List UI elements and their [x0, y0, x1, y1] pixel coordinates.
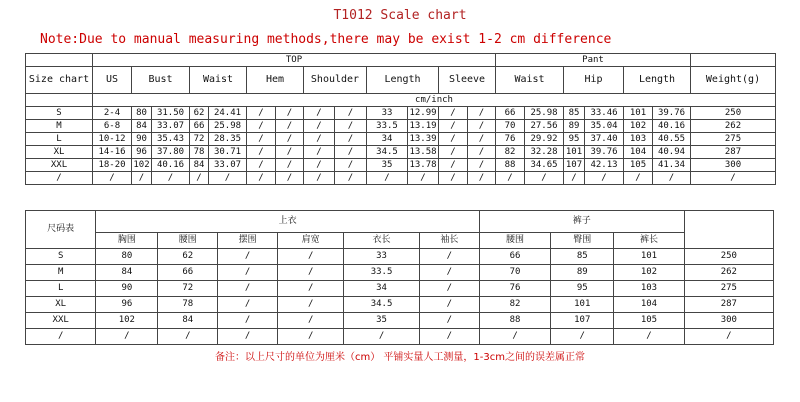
table-cell: / [585, 172, 624, 185]
table-cell: 78 [158, 297, 218, 313]
col-header-bust: Bust [132, 67, 190, 94]
table-cell: 107 [564, 159, 585, 172]
table-cell: / [276, 107, 304, 120]
table-cell: 90 [132, 133, 152, 146]
size-label-cell: / [26, 329, 96, 345]
table-cell: / [439, 133, 468, 146]
table-cell: 27.56 [525, 120, 564, 133]
col-header-waist: Waist [190, 67, 247, 94]
table-cell: 88 [496, 159, 525, 172]
table-cell: 41.34 [653, 159, 691, 172]
table-cell: 66 [479, 249, 550, 265]
table-cell: 34 [367, 133, 408, 146]
table-cell: / [278, 329, 344, 345]
table-cell: 89 [551, 265, 614, 281]
table-cell: / [278, 297, 344, 313]
table-cell: / [335, 172, 367, 185]
table-cell: / [468, 172, 496, 185]
table-cell: 89 [564, 120, 585, 133]
col-header-pant-length: Length [624, 67, 691, 94]
table-cell: 13.19 [409, 120, 437, 131]
table-cell: 82 [479, 297, 550, 313]
table-cell: / [276, 146, 304, 159]
chinese-size-rows [26, 249, 774, 345]
col-header-shoulder: Shoulder [304, 67, 367, 94]
table-cell: 13.39 [409, 133, 437, 144]
col-header-cn: 腰围 [158, 233, 218, 249]
cn-header-row [26, 233, 774, 249]
table-cell: 34 [344, 281, 420, 297]
table-cell: / [278, 313, 344, 329]
table-cell: / [96, 329, 158, 345]
table-cell: 6-8 [93, 120, 132, 133]
table-cell: / [439, 120, 468, 133]
table-cell: 72 [158, 281, 218, 297]
table-cell: 84 [158, 313, 218, 329]
top-section-label: TOP [93, 54, 496, 67]
size-label-cell: XL [26, 297, 96, 313]
top-section-label-cn: 上衣 [96, 211, 479, 233]
table-cell: 262 [684, 265, 773, 281]
table-cell: 39.76 [585, 146, 624, 159]
table-cell: / [276, 172, 304, 185]
col-header-cn: 袖长 [419, 233, 479, 249]
table-cell: 62 [158, 249, 218, 265]
size-label-cell: / [26, 172, 93, 185]
table-cell: / [419, 281, 479, 297]
table-cell: 70 [479, 265, 550, 281]
table-cell: 102 [624, 120, 653, 133]
table-cell: / [525, 172, 564, 185]
table-row [26, 107, 776, 120]
size-chart-header-cn: 尺码表 [26, 211, 96, 249]
size-label-cell: XXL [26, 313, 96, 329]
table-row [26, 146, 776, 159]
table-row [26, 159, 776, 172]
table-row [26, 297, 774, 313]
english-size-rows [26, 107, 776, 185]
table-cell: 34.65 [525, 159, 564, 172]
table-cell: 102 [133, 159, 150, 170]
table-cell: 37.40 [585, 133, 624, 146]
table-cell: / [335, 107, 367, 120]
table-cell: / [468, 133, 496, 146]
table-cell: / [551, 329, 614, 345]
table-cell: 84 [132, 120, 152, 133]
col-header-sleeve: Sleeve [439, 67, 496, 94]
table-cell: / [218, 313, 278, 329]
table-cell: / [190, 172, 209, 185]
chart-title: T1012 Scale chart [333, 8, 467, 23]
table-cell: / [419, 249, 479, 265]
table-cell: / [304, 146, 335, 159]
col-header-cn: 摆围 [218, 233, 278, 249]
table-cell: / [684, 329, 773, 345]
table-cell: 35.43 [152, 133, 190, 146]
table-cell: / [344, 329, 420, 345]
table-row [26, 281, 774, 297]
table-cell: 85 [551, 249, 614, 265]
table-cell: 39.76 [653, 107, 691, 120]
table-cell: / [278, 281, 344, 297]
table-cell: 33.07 [209, 159, 247, 172]
table-cell: 25.98 [209, 120, 247, 133]
table-cell: 287 [691, 146, 776, 159]
table-cell: 28.35 [209, 133, 247, 146]
table-cell: 80 [132, 107, 152, 120]
table-cell: 275 [691, 133, 776, 146]
table-cell: 40.16 [152, 159, 190, 172]
table-cell: / [218, 329, 278, 345]
table-cell: 96 [132, 146, 152, 159]
table-cell: 62 [190, 107, 209, 120]
table-cell: 102 [96, 313, 158, 329]
table-cell: 85 [564, 107, 585, 120]
table-cell: / [247, 172, 276, 185]
col-header-length: Length [367, 67, 439, 94]
col-header-cn: 臀围 [551, 233, 614, 249]
table-cell: 18-20 [93, 159, 132, 172]
chinese-size-table [25, 210, 774, 345]
col-header-cn: 裤长 [614, 233, 684, 249]
size-label-cell: L [26, 133, 93, 146]
table-cell: / [132, 172, 152, 185]
table-cell: 107 [551, 313, 614, 329]
table-cell: 76 [496, 133, 525, 146]
table-cell: 33.5 [367, 120, 408, 133]
table-cell: 104 [614, 297, 684, 313]
table-cell: 33.5 [344, 265, 420, 281]
pant-section-label-cn: 裤子 [479, 211, 684, 233]
table-cell: 72 [190, 133, 209, 146]
table-cell: 30.71 [209, 146, 247, 159]
table-cell: / [419, 265, 479, 281]
table-cell: / [218, 281, 278, 297]
table-cell: 103 [624, 133, 653, 146]
table-cell: 287 [684, 297, 773, 313]
table-cell: 35 [344, 313, 420, 329]
table-cell: 2-4 [93, 107, 132, 120]
pant-section-label: Pant [496, 54, 691, 67]
table-cell: 103 [614, 281, 684, 297]
table-cell: / [278, 249, 344, 265]
table-cell: / [439, 172, 468, 185]
size-chart-header: Size chart [26, 67, 93, 94]
table-cell: / [419, 297, 479, 313]
col-header-us: US [93, 67, 132, 94]
table-cell: / [247, 146, 276, 159]
table-cell: 96 [96, 297, 158, 313]
table-cell: 300 [691, 159, 776, 172]
table-cell: 32.28 [525, 146, 564, 159]
table-cell: 101 [551, 297, 614, 313]
table-cell: / [439, 146, 468, 159]
table-cell: 95 [551, 281, 614, 297]
table-cell: 84 [190, 159, 209, 172]
size-label-cell: M [26, 120, 93, 133]
table-cell: 104 [624, 146, 653, 159]
blank-cell [26, 94, 93, 107]
table-cell: 40.94 [653, 146, 691, 159]
table-row [26, 172, 776, 185]
size-label-cell: XL [26, 146, 93, 159]
table-cell: 101 [614, 249, 684, 265]
table-cell: 70 [496, 120, 525, 133]
table-cell: / [468, 107, 496, 120]
table-row [26, 265, 774, 281]
table-cell: / [247, 133, 276, 146]
table-cell: / [304, 159, 335, 172]
table-cell: / [304, 120, 335, 133]
table-cell: 12.99 [409, 107, 437, 118]
table-cell: / [304, 133, 335, 146]
blank-cell [691, 54, 776, 67]
table-cell: / [276, 159, 304, 172]
table-cell: / [304, 107, 335, 120]
table-row [26, 120, 776, 133]
table-cell: 35 [367, 159, 408, 172]
measurement-note: Note:Due to manual measuring methods,there may be exist 1-2 cm difference [40, 32, 612, 47]
table-cell: / [247, 120, 276, 133]
table-cell: 300 [684, 313, 773, 329]
table-cell: / [335, 159, 367, 172]
blank-cell [26, 54, 93, 67]
table-cell: 250 [691, 107, 776, 120]
table-cell: / [367, 172, 408, 185]
table-cell: 90 [96, 281, 158, 297]
col-header-pant-waist: Waist [496, 67, 564, 94]
table-cell: 10-12 [93, 133, 132, 146]
table-cell: 25.98 [525, 107, 564, 120]
table-cell: / [479, 329, 550, 345]
table-cell: 101 [624, 107, 653, 120]
table-cell: 40.16 [653, 120, 691, 133]
table-cell: 42.13 [585, 159, 624, 172]
size-label-cell: S [26, 107, 93, 120]
table-cell: / [408, 172, 439, 185]
table-cell: / [335, 146, 367, 159]
col-header-cn: 胸围 [96, 233, 158, 249]
table-cell: 13.58 [409, 146, 437, 157]
table-cell: / [278, 265, 344, 281]
table-cell: / [93, 172, 132, 185]
table-cell: 66 [158, 265, 218, 281]
table-cell: 82 [496, 146, 525, 159]
table-cell: / [496, 172, 525, 185]
table-cell: 275 [684, 281, 773, 297]
table-cell: 84 [96, 265, 158, 281]
table-cell: / [653, 172, 691, 185]
table-cell: / [468, 120, 496, 133]
col-header-cn: 腰围 [479, 233, 550, 249]
table-cell: / [691, 172, 776, 185]
table-cell: 101 [564, 146, 585, 159]
footer-note: 备注：以上尺寸的单位为厘米（cm） 平铺实量人工测量，1-3cm之间的误差属正常 [215, 352, 585, 363]
table-cell: / [439, 107, 468, 120]
table-cell: / [152, 172, 190, 185]
table-cell: 24.41 [209, 107, 247, 120]
table-cell: / [335, 133, 367, 146]
table-cell: 76 [479, 281, 550, 297]
table-cell: 105 [624, 159, 653, 172]
unit-label: cm/inch [93, 94, 776, 107]
table-cell: / [439, 159, 468, 172]
table-cell: 31.50 [152, 107, 190, 120]
table-cell: / [276, 120, 304, 133]
table-cell: / [218, 249, 278, 265]
table-cell: / [158, 329, 218, 345]
english-size-table [25, 53, 776, 185]
table-cell: / [209, 172, 247, 185]
table-cell: 37.80 [152, 146, 190, 159]
table-cell: 66 [190, 120, 209, 133]
table-cell: / [247, 159, 276, 172]
table-cell: / [419, 329, 479, 345]
size-label-cell: S [26, 249, 96, 265]
table-cell: / [247, 107, 276, 120]
table-cell: / [276, 133, 304, 146]
table-cell: 29.92 [525, 133, 564, 146]
table-cell: 35.04 [585, 120, 624, 133]
table-cell: / [614, 329, 684, 345]
table-row [26, 249, 774, 265]
col-header-weight: Weight(g) [691, 67, 776, 94]
col-header-hem: Hem [247, 67, 304, 94]
table-cell: / [564, 172, 585, 185]
table-cell: 102 [614, 265, 684, 281]
table-cell: 33.46 [585, 107, 624, 120]
table-cell: 33 [367, 107, 408, 120]
table-cell: 34.5 [344, 297, 420, 313]
table-cell: 262 [691, 120, 776, 133]
table-cell: / [468, 146, 496, 159]
table-cell: / [419, 313, 479, 329]
table-cell: 250 [684, 249, 773, 265]
col-header-hip: Hip [564, 67, 624, 94]
table-cell: 40.55 [653, 133, 691, 146]
table-cell: / [624, 172, 653, 185]
table-cell: 14-16 [93, 146, 132, 159]
table-cell: 95 [564, 133, 585, 146]
size-label-cell: M [26, 265, 96, 281]
blank-cell [684, 211, 773, 249]
table-cell: / [304, 172, 335, 185]
table-row [26, 313, 774, 329]
size-label-cell: L [26, 281, 96, 297]
table-cell: / [468, 159, 496, 172]
table-cell: 78 [190, 146, 209, 159]
table-cell: 33 [344, 249, 420, 265]
table-cell: 34.5 [367, 146, 408, 159]
table-cell: / [218, 297, 278, 313]
table-cell: / [335, 120, 367, 133]
table-row [26, 133, 776, 146]
table-cell: 88 [479, 313, 550, 329]
table-cell: / [218, 265, 278, 281]
table-cell: 66 [496, 107, 525, 120]
col-header-cn: 衣长 [344, 233, 420, 249]
size-label-cell: XXL [26, 159, 93, 172]
table-cell: 33.07 [152, 120, 190, 133]
col-header-cn: 肩宽 [278, 233, 344, 249]
table-cell: 13.78 [409, 159, 437, 170]
table-row [26, 329, 774, 345]
table-cell: 105 [614, 313, 684, 329]
table-cell: 80 [96, 249, 158, 265]
